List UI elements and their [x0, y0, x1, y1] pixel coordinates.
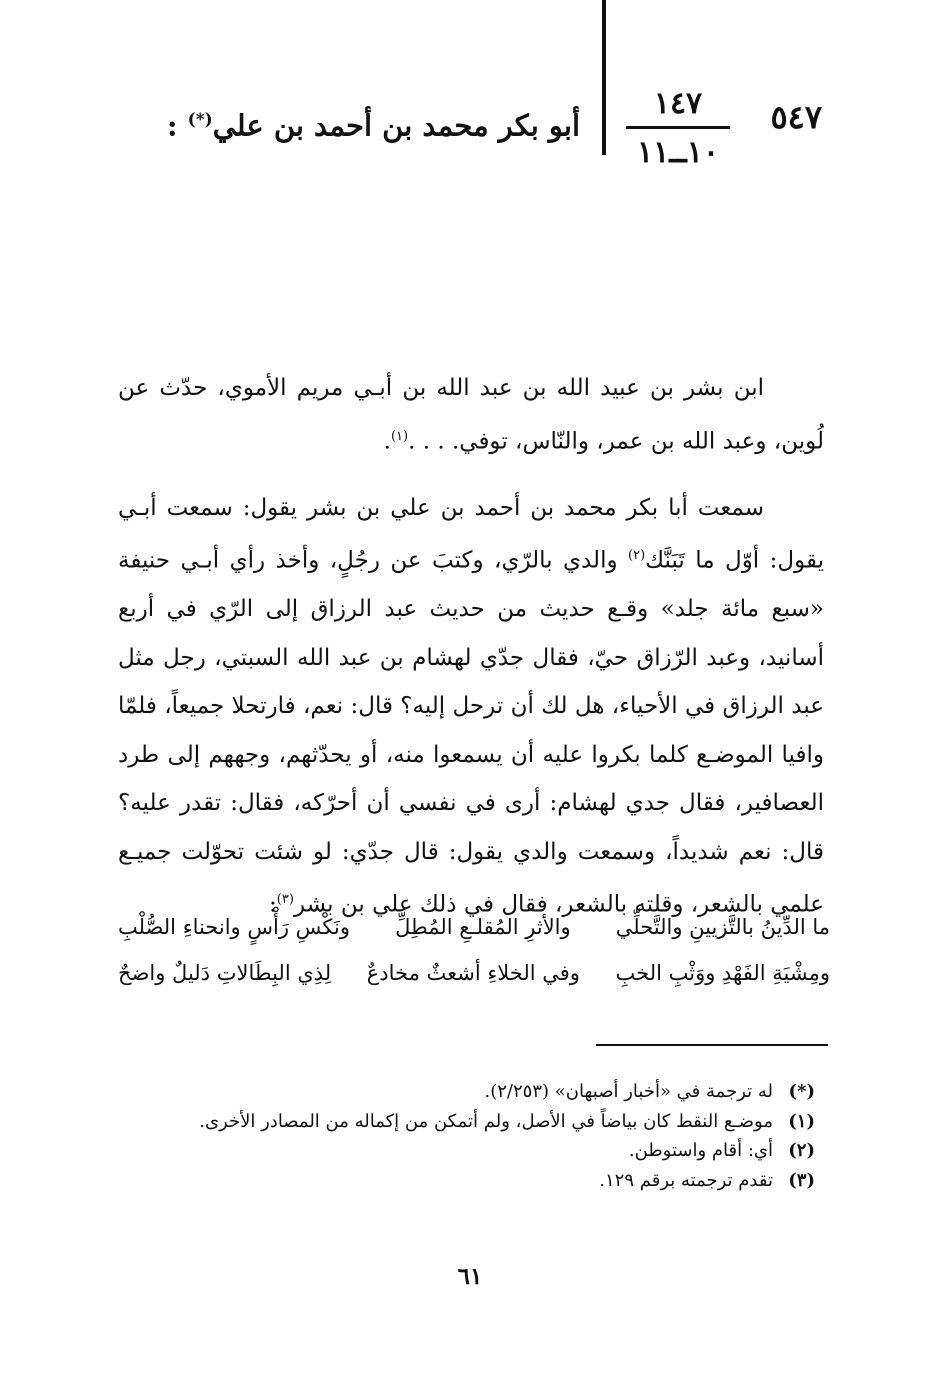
paragraph-1-end: . [383, 428, 391, 455]
footnote-ref-1: (١) [390, 428, 409, 444]
footnote-2-text: أي: أقام واستوطن. [628, 1140, 773, 1161]
entry-title-footnote-marker: (*) [187, 110, 213, 130]
verse-2-first-hemistich: ومِشْيَةِ الفَهْدِ ووَثْبِ الخبِ [615, 961, 830, 985]
paragraph-2-text-b: والدي بالرّي، وكتبَ عن رجُلٍ، وأخذ رأي أبـي حنيفة «سبع مائة جلد» وقـع حديث من حديث عبد الرزاق إلى الرّي في أربع أسانيد، وعبد الرّزاق حيّ، فقال جدّي لهشام بن عبد الله السبتي، رجل مثل عبد الرزاق في الأحياء، هل لك أن ترحل إليه؟ قال: نعم، فارتحلا جميعاً، فلمّا وافيا الموضـع كلما بكروا عليه أن يسمعوا منه، أو يحدّثهم، وجههم إلى طرد العصافير، فقال جدي لهشام: أرى في نفسي أن أحرّكه، فقال: تقدر عليه؟ قال: نعم شديداً، وسمعت والدي يقول: قال جدّي: لو شئت تحوّلت جميـع علمي بالشعر، وقلته بالشعر، فقال في ذلك علي بن بشر [118, 547, 824, 918]
footnote-1 [120, 1107, 815, 1137]
paragraph-2 [118, 484, 824, 930]
paragraph-2-end: : [269, 891, 277, 918]
body-text [118, 364, 824, 929]
page-number: ٦١ [457, 1263, 483, 1290]
footnote-separator [596, 1044, 828, 1046]
poem [118, 904, 830, 996]
fraction-numerator: ١٤٧ [653, 86, 703, 121]
footnote-star [120, 1077, 815, 1107]
verse-2-second-hemistich: وفي الخلاءِ أشعثٌ مخادعٌ [366, 961, 580, 985]
paragraph-2-text-a: سمعت أبا بكر محمد بن أحمد بن علي بن بشر يقول: سمعت أبـي يقول: أوّل ما تَبَنَّك [118, 494, 825, 574]
footnote-3-text: تقدم ترجمته برقم ١٢٩. [599, 1169, 773, 1191]
fraction-bar [626, 126, 730, 129]
footnote-ref-3: (٣) [276, 892, 294, 908]
footnote-3-marker: (٣) [788, 1169, 815, 1191]
footnote-1-marker: (١) [788, 1110, 815, 1132]
footnote-2-marker: (٢) [788, 1140, 815, 1161]
verse-line-1 [118, 904, 830, 950]
paragraph-1-text: ابن بشر بن عبيد الله بن عبد الله بن أبـي مريم الأموي، حدّث عن لُوين، وعبد الله بن عمر، والنّاس، توفي. . . . [118, 375, 824, 455]
verse-2-third-hemistich: لِذِي البِطَالاتِ دَليلٌ واضحٌ [118, 961, 332, 985]
entry-number: ٥٤٧ [770, 98, 822, 136]
footnote-ref-2: (٢) [628, 548, 646, 564]
footnote-star-text: له ترجمة في «أخبار أصبهان» (٢/٢٥٣). [484, 1081, 773, 1102]
verse-1-second-hemistich: والأثرِ المُقلـعِ المُطِلِّ [395, 915, 571, 939]
paragraph-1 [118, 364, 824, 466]
footnote-3 [120, 1166, 815, 1196]
entry-reference-fraction [626, 86, 730, 171]
verse-1-first-hemistich: ما الدِّينُ بالتَّزيينِ والتَّحلِّي [615, 915, 830, 939]
entry-title-text: أبو بكر محمد بن أحمد بن علي [212, 108, 580, 143]
footnote-1-text: موضـع النقط كان بياضاً في الأصل، ولم أتمكن من إكماله من المصادر الأخرى. [199, 1110, 773, 1132]
entry-title-colon: : [166, 108, 178, 143]
verse-line-2 [118, 950, 830, 996]
footnote-2 [120, 1136, 815, 1166]
footnote-star-marker: (*) [788, 1081, 815, 1102]
verse-1-third-hemistich: ونَكْسِ رَأْسٍ وانحناءِ الصُّلْبِ [118, 915, 350, 939]
footnotes [120, 1077, 815, 1195]
header-vertical-rule [602, 0, 606, 155]
fraction-denominator: ١٠ــ١١ [636, 135, 720, 170]
entry-title [150, 100, 580, 146]
